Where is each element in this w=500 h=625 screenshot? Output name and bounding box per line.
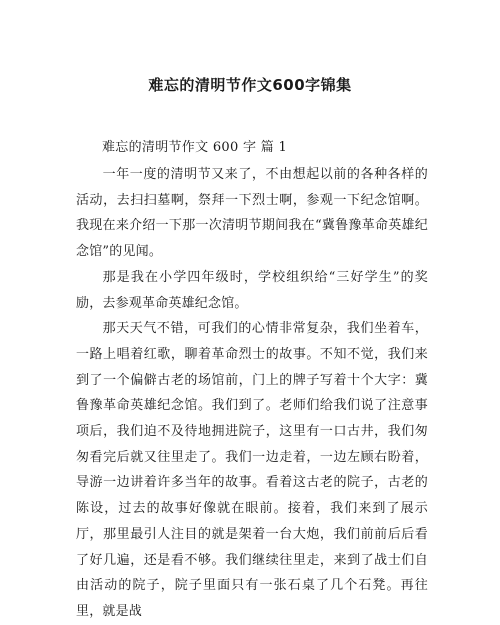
paragraph-2: 那是我在小学四年级时，学校组织给“三好学生”的奖励，去参观革命英雄纪念馆。 <box>76 269 428 311</box>
paragraph-3: 那天天气不错，可我们的心情非常复杂，我们坐着车，一路上唱着红歌，聊着革命烈士的故事。不知不觉，我们来到了一个偏僻古老的场馆前，门上的牌子写着十个大字：冀鲁豫革命英雄纪念馆。我们到了。老师们给我们说了注意事项后，我们迫不及待地拥进院子，这里有一口古井，我们匆匆看完后就又往里走了。我们一边走着，一边左顾右盼着，导游一边讲着许多当年的故事。看着这古老的院子，古老的陈设，过去的故事好像就在眼前。接着，我们来到了展示厅，那里最引人注目的就是架着一台大炮，我们前前后后看了好几遍，还是看不够。我们继续往里走，来到了战士们自由活动的院子，院子里面只有一张石桌了几个石凳。再往里，就是战 <box>76 321 428 619</box>
article-subtitle: 难忘的清明节作文 600 字 篇 1 <box>102 140 288 155</box>
article-body <box>76 162 428 625</box>
document-title: 难忘的清明节作文600字锦集 <box>148 76 352 94</box>
paragraph-1: 一年一度的清明节又来了，不由想起以前的各种各样的活动，去扫扫墓啊，祭拜一下烈士啊，参观一下纪念馆啊。我现在来介绍一下那一次清明节期间我在“冀鲁豫革命英雄纪念馆”的见闻。 <box>76 167 428 260</box>
